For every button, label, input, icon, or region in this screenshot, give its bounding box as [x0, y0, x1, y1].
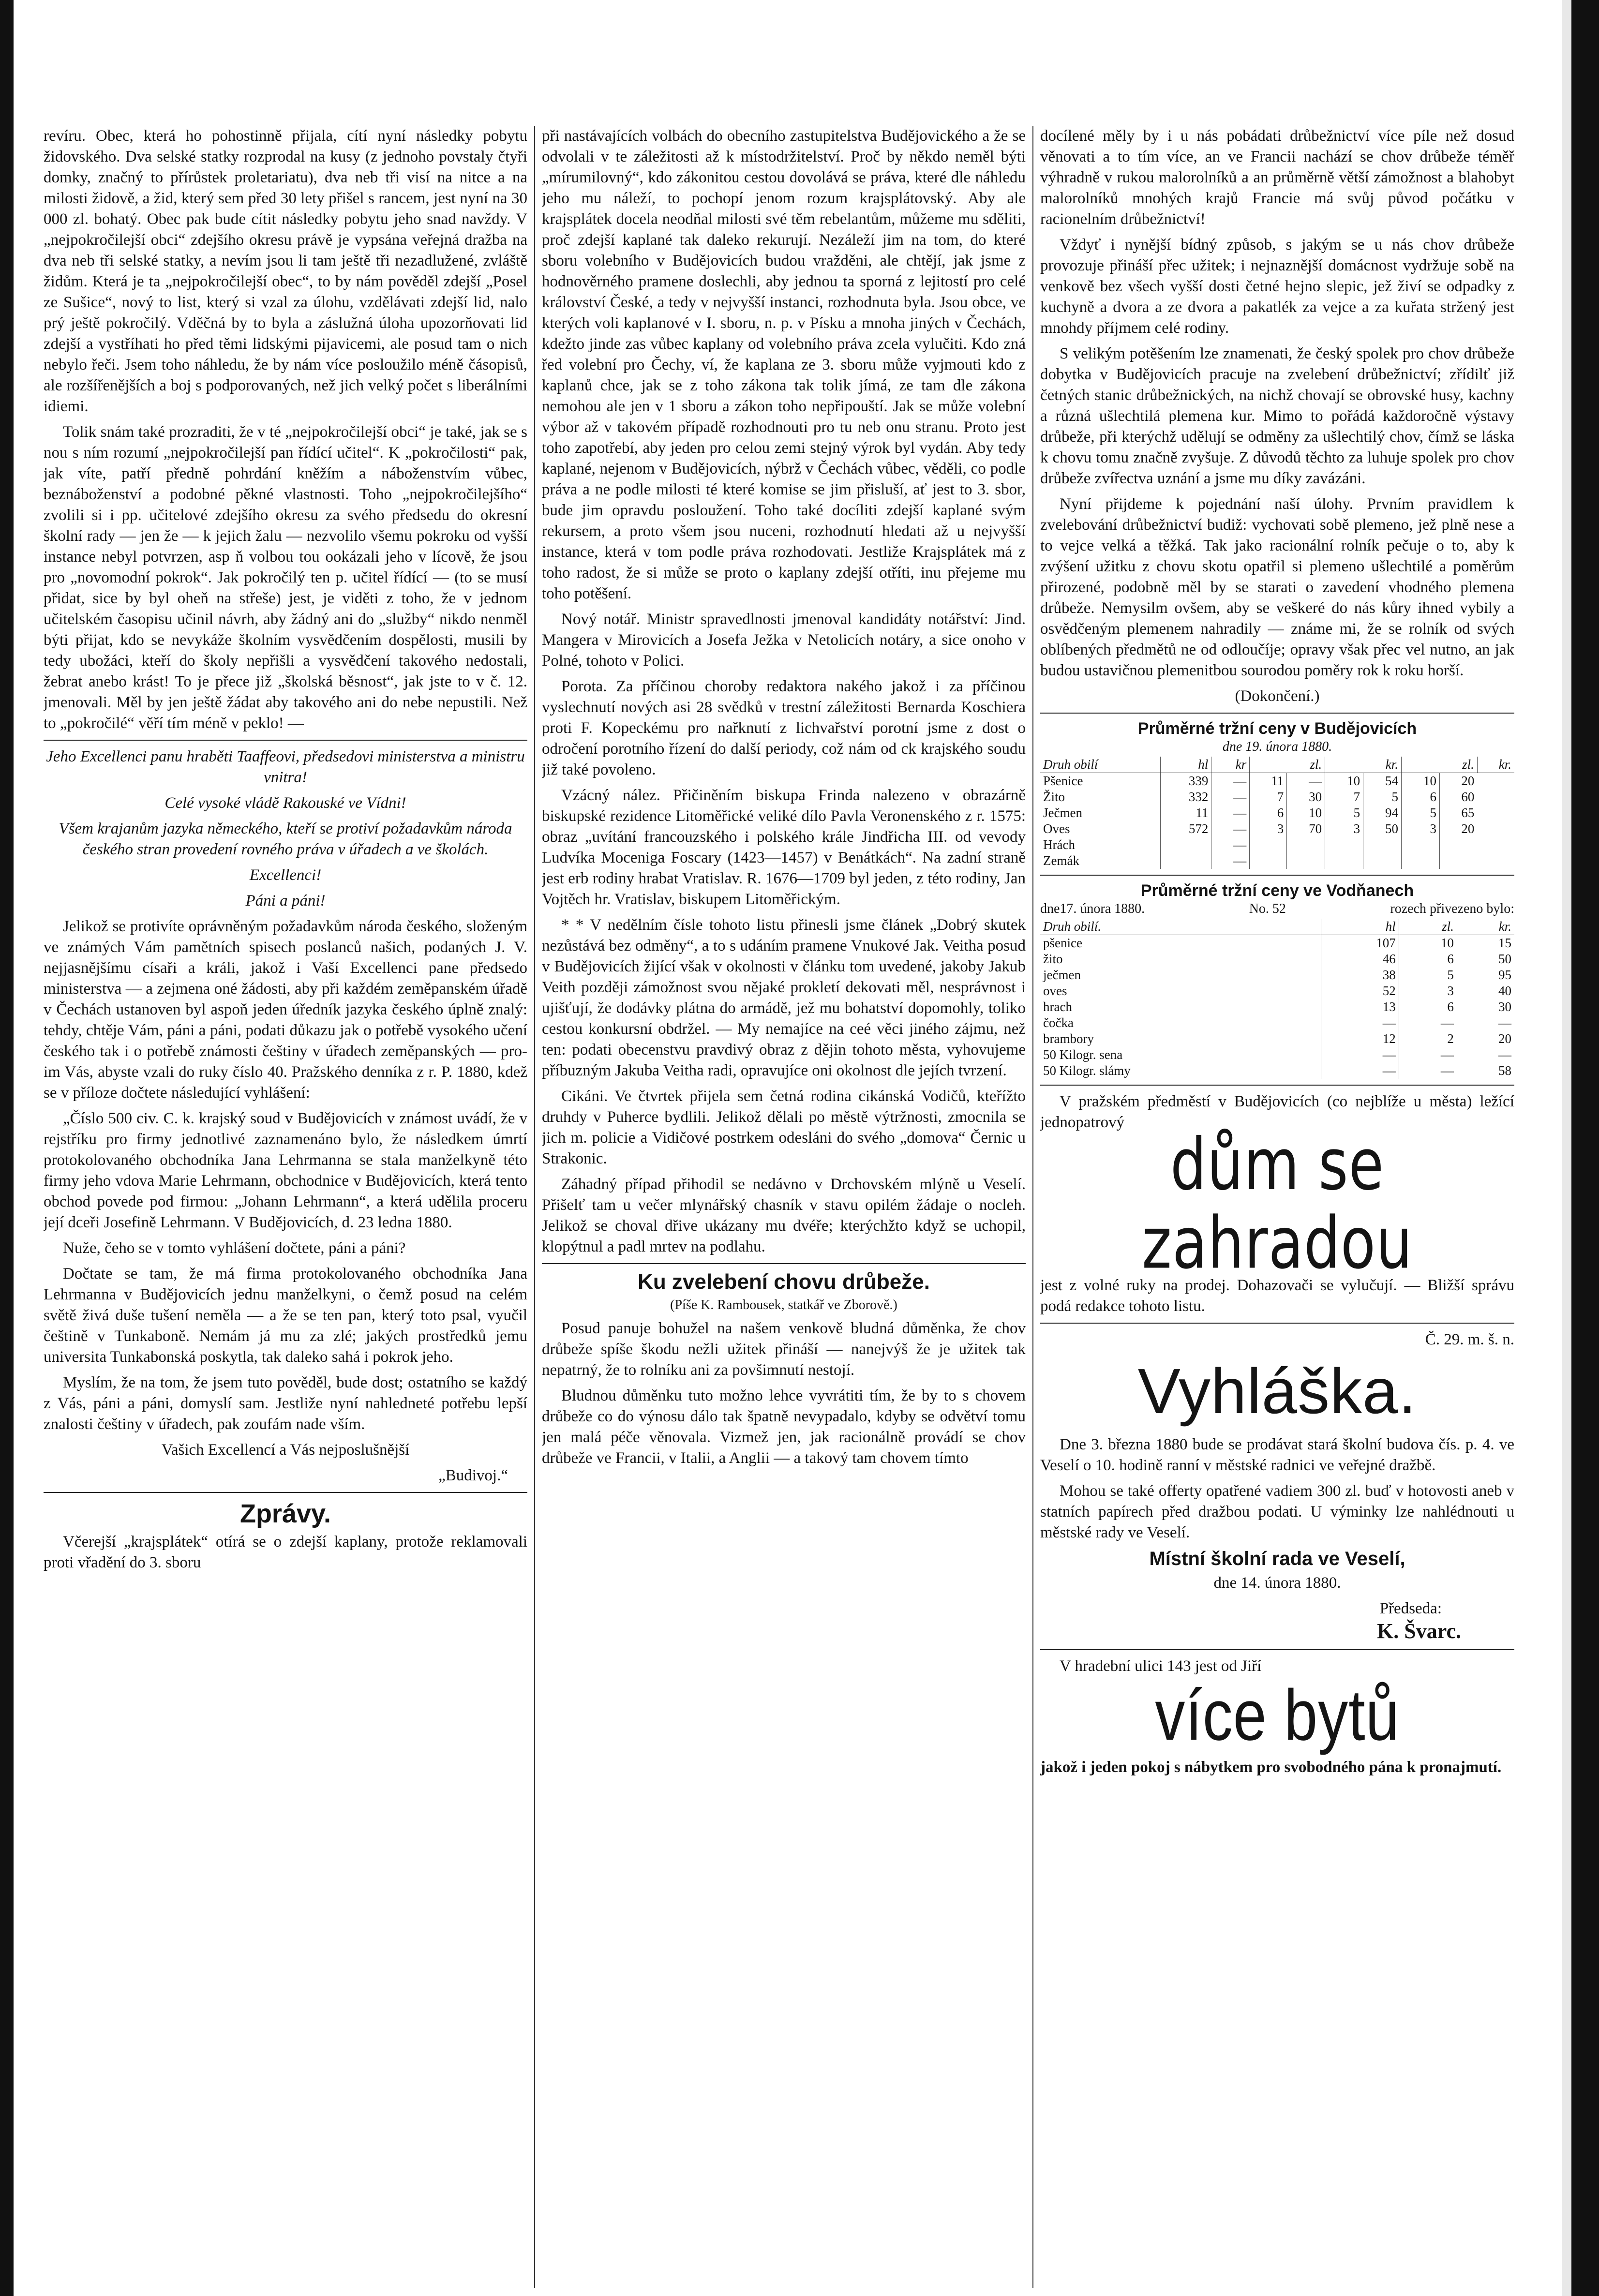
letter-closing: Vašich Excellencí a Vás nejposlušnější [161, 1441, 410, 1459]
price-table-cell: 5 [1402, 805, 1440, 821]
article-paragraph: Bludnou důměnku tuto možno lehce vyvrátiti tím, že by to s chovem drůbeže co do výnosu dálo tak špatně nevypadalo, kdyby se odvětví tomu jen malá péče věnovala. Vizmež jen, jak racionálně provádí se chov drůbeže ve Francii, v Italii, a Anglii — a takový tam chovem tímto [542, 1387, 1026, 1467]
price-table-cell: Zemák [1043, 853, 1079, 868]
price-table-cell: — [1211, 805, 1250, 821]
price-table-row [1040, 1063, 1514, 1079]
price-table-cell: — [1321, 1047, 1399, 1063]
article-paragraph: S velikým potěšením lze znamenati, že český spolek pro chov drůbeže dobytka v Budějovicích pracuje na zvelebení drůbežnictví; zřídilť již četných stanic drůbežnických, na nichž chovají se obrovské husy, kachny a různá ušlechtilá plemena kur. Mimo to pořádá každoročně výstavy drůbeže, při kterýchž udělují se odměny za ušlechtilý chov, čímž se láska k chovu tomu značně zvyšuje. Z důvodů těchto za luhuje spolek pro chov drůbeže zvířectva uznání a jsme mu díky zavázáni. [1040, 345, 1514, 487]
column-rule [1032, 126, 1033, 2288]
price-table-header: kr. [1457, 919, 1514, 935]
scan-border-right-edge [1562, 0, 1571, 2296]
article-byline: (Píše K. Rambousek, statkář ve Zborově.) [670, 1297, 897, 1312]
price-table-cell: 3 [1402, 821, 1440, 837]
price-table-cell: — [1399, 1015, 1457, 1031]
price-table-row [1040, 1015, 1514, 1031]
price-table-row [1040, 935, 1514, 952]
article-paragraph: Dočtate se tam, že má firma protokolovaného obchodníka Jana Lehrmanna v Budějovicích jednu manželkyni, o čemž posud na celém světě živá duše tušení neměla — a že se ten pan, který toto psal, vyučil češtině v Tunkaboně. Nemám já mu za zlé; jakých prostředků jemu universita Tunkabonská poskytla, tak daleko sahá i pokrok jeho. [44, 1265, 527, 1366]
price-table-cell: 5 [1325, 805, 1363, 821]
price-table-cell: 46 [1321, 951, 1399, 967]
scan-border-right [1571, 0, 1599, 2296]
price-table-cell [1160, 837, 1211, 853]
price-table-cell: 50 [1457, 951, 1514, 967]
price-table-cell: 6 [1402, 789, 1440, 805]
price-table-row [1040, 1031, 1514, 1047]
price-table-header: kr [1211, 757, 1250, 773]
price-table-cell [1325, 853, 1363, 869]
section-heading-zpravy: Zprávy. [239, 1499, 331, 1528]
price-table-cell: 15 [1457, 935, 1514, 952]
price-table-cell: 95 [1457, 967, 1514, 983]
article-paragraph: revíru. Obec, která ho pohostinně přijala, cítí nyní následky pobytu židovského. Dva selské statky rozprodal na kusy (z jednoho povstaly čtyři domky, značný to přírůstek proletariatu), dva neb tři visí na nitce a na milosti židově, a žid, který sem před 30 lety přišel s rancem, jest nyní na 30 000 zl. bohatý. Obec pak bude cítit následky pobytu jeho snad navždy. V „nejpokročilejší obci“ zdejšího okresu právě je vypsána veřejná dražba na dva neb tři selské statky, a nevím jsou li tam ještě tři nezadlužené, zvláště židům. Která je ta „nejpokročilejší obec“, to by nám pověděl zdejší „Posel ze Sušice“, nový to list, který si vzal za úlohu, vzdělávati zdejší lid, nalo prý ještě pokročilý. Vděčná by to byla a záslužná úloha upozorňovati lid zdejší a vystříhati ho před těmi lidskými pijavicemi, ale posud tam o nich nebylo řeči. Jsem toho náhledu, že by nám více posloužilo méně čásopisů, ale rozšířenějších a boj s podporovaných, než jich velký počet s liberálními idiemi. [44, 127, 527, 415]
divider [542, 1263, 1026, 1264]
ad-text: Dne 3. března 1880 bude se prodávat stará školní budova čís. p. 4. ve Veselí o 10. hodině ranní v městské radnici ve veřejné dražbě. [1040, 1436, 1514, 1474]
price-table-cell: 6 [1250, 805, 1287, 821]
price-table-header: zl. [1399, 919, 1457, 935]
price-table-cell: — [1287, 773, 1325, 790]
letter-salutation: Excellenci! [249, 866, 322, 884]
news-item: * * V nedělním čísle tohoto listu přinesli jsme článek „Dobrý skutek nezůstává bez odměny“, a to s udáním pramene Vnukové Jak. Veitha posud v Budějovicích žijící však v okolnosti v článku tom uvedené, jakoby Jakub Veith později zámožnost svou nějaké prokletí dekovati měl, nesprávnost i ujišťují, že dodávky plátna do armádě, jež mu bohatství dopomohly, toliko cestou konkursní obdržel. — My nemajíce na ceé věci jiného zájmu, než ten: podati obecenstvu pravdivý obraz z dějin tohoto města, vyhovujeme příbuzným Jakuba Veitha radi, opravujíce oni okolnost dle jejích tvrzení. [542, 916, 1026, 1079]
price-table-cell [1439, 853, 1477, 869]
letter-address: Jeho Excellenci panu hraběti Taaffeovi, předsedovi ministerstva a ministru vnitra! [46, 748, 525, 786]
price-table-cell [1287, 853, 1325, 869]
article-paragraph: Vždyť i nynější bídný způsob, s jakým se u nás chov drůbeže provozuje přináší přec užitek; i nejnaznější domácnost vydržuje sobě na venkově bez všech vyšší dosti četné hejno slepic, jež živí se odpadky z kuchyně a dvora a ze dvora a pakatlék za vejce a za kuřata stržený jest mnohdy příjmem celé rodiny. [1040, 236, 1514, 337]
price-table-cell: 10 [1325, 773, 1363, 790]
divider [1040, 1323, 1514, 1324]
price-table-cell [1287, 837, 1325, 853]
price-table-cell: — [1457, 1015, 1514, 1031]
price-table-row [1040, 837, 1514, 853]
price-table-cell: 5 [1399, 967, 1457, 983]
price-table-cell: 12 [1321, 1031, 1399, 1047]
ad-date: dne 14. února 1880. [1213, 1574, 1341, 1592]
price-table-note: rozech přivezeno bylo: [1390, 901, 1514, 916]
price-table-cell: oves [1043, 984, 1067, 998]
divider [1040, 1649, 1514, 1650]
price-table-cell: 107 [1321, 935, 1399, 952]
news-item: Nový notář. Ministr spravedlnosti jmenoval kandidáty notářství: Jind. Mangera v Mirovicích a Josefa Ježka v Netolicích notáry, a sice onoho v Polné, tohoto v Polici. [542, 611, 1026, 670]
price-table-cell: 50 Kilogr. slámy [1043, 1063, 1131, 1078]
price-table-cell: 30 [1457, 999, 1514, 1015]
price-table-cell: 339 [1160, 773, 1211, 790]
price-table-cell: 10 [1402, 773, 1440, 790]
continued-note: (Dokončení.) [1235, 687, 1320, 705]
news-item: Cikáni. Ve čtvrtek přijela sem četná rodina cikánská Vodičů, kteřížto druhdy v Puherce bydlili. Jelikož dělali po městě výtržnosti, zmocnila se jich m. policie a Vidičové postrkem odesláni do svého „domova“ Černic u Strakonic. [542, 1088, 1026, 1167]
price-table-cell: 2 [1399, 1031, 1457, 1047]
price-table-title: Průměrné tržní ceny ve Vodňanech [1140, 881, 1414, 900]
price-table-cell [1363, 837, 1402, 853]
price-table-cell: 50 Kilogr. sena [1043, 1047, 1123, 1062]
price-table-cell: 11 [1160, 805, 1211, 821]
price-table-date: dne17. února 1880. [1040, 901, 1145, 916]
article-paragraph: Jelikož se protivíte oprávněným požadavkům národa českého, složeným ve známých Vám pamětních spisech poslanců našich, podaných J. V. nejjasnějšímu císaři a králi, jakož i Vaší Excellenci pane předsedo ministerstva — a zejmena oné žádosti, aby při každém zeměpanském úřadě v Čechách ustanoven byl aspoň jeden úředník jazyka českého úplně znalý: tehdy, chtěje Vám, páni a páni, podati důkazu jak o potřebě vysokého učení českého tak i o potřebě známosti češtiny v úřadech zeměpanských — pro-im Vás, abyste vzali do ruky číslo 40. Pražského denníka z r. P. 1880, kdež se v příloze dočtete následující vyhlášení: [44, 918, 527, 1102]
news-item: Porota. Za příčinou choroby redaktora nakého jakož i za příčinou vyslechnutí nových asi 28 svědků v trestní záležitosti Bernarda Koschiera proti F. Kopeckému pro nařknutí z lichvařství porotní jsme z dost o odročení porotního řízení do další periody, což nám od ck krajského soudu již také povoleno. [542, 678, 1026, 778]
price-table-row [1040, 853, 1514, 869]
ad-signature: Místní školní rada ve Veselí, [1149, 1548, 1405, 1569]
letter-address: Celé vysoké vládě Rakouské ve Vídni! [164, 794, 406, 812]
price-table-cell: žito [1043, 952, 1063, 966]
price-table-header: hl [1321, 919, 1399, 935]
column-rule [534, 126, 535, 2288]
price-table-row [1040, 789, 1514, 805]
price-table-cell: — [1211, 773, 1250, 790]
price-table-cell: 60 [1439, 789, 1477, 805]
news-item: Záhadný případ přihodil se nedávno v Drchovském mlýně u Veselí. Přišelť tam u večer mlynářský chasník v stavu opilém žádaje o nocleh. Jelikož se choval dřive ukázany mu dvéře; kterýchžto když se uchopil, klopýtnul a padl mrtev na podlahu. [542, 1176, 1026, 1255]
price-table-row [1040, 983, 1514, 999]
ad-text: jest z volné ruky na prodej. Dohazovači se vylučují. — Bližší správu podá redakce tohoto listu. [1040, 1277, 1514, 1315]
price-table-cell: brambory [1043, 1031, 1094, 1046]
price-table-cell: 7 [1250, 789, 1287, 805]
price-table-row [1040, 773, 1514, 790]
price-table-cell: Pšenice [1043, 774, 1083, 788]
price-table-cell: — [1211, 821, 1250, 837]
divider [44, 1492, 527, 1493]
price-table-cell: 20 [1439, 821, 1477, 837]
price-table-cell: pšenice [1043, 936, 1082, 950]
divider [1040, 1085, 1514, 1086]
price-table-cell: 5 [1363, 789, 1402, 805]
newspaper-page [44, 126, 1514, 2288]
price-table-cell [1402, 837, 1440, 853]
price-table-cell: Oves [1043, 821, 1070, 836]
ad-chair-name: K. Švarc. [1377, 1619, 1461, 1643]
price-table-header: Druh obilí. [1040, 919, 1321, 935]
price-table-meta [1040, 901, 1514, 917]
divider [1040, 875, 1514, 876]
article-paragraph: při nastávajících volbách do obecního zastupitelstva Budějovického a že se odvolali v te záležitosti až k místodržitelství. Proč by někdo neměl býti „mírumilovný“, kdo zákonitou cestou dovolává se práva, které dle náhledu jeho mu náleží, to pochopí jenom rozum krajsplátovský. Aby ale krajsplátek docela neodňal milosti své těm rebelantům, můžeme mu sděliti, proč zdejší kaplané tak daleko rekurují. Nezáleží jim na tom, do které sboru volebního v Budějovicích budou vražděni, ale chtějí, jak jsme z hodnověrného pramene doslechli, aby jednou ta sporná z lejitostí pro celé království České, a tedy v nejvyšší instanci, rozhodnuta byla. Jsou obce, ve kterých voli kaplanové v I. sboru, n. p. v Písku a mnoha jiných v Čechách, kdežto jinde zas vůbec kaplany od volebního práva zcela vylučiti. Kdo zná řed volební pro Čechy, ví, že kaplana ze 3. sboru může vyjmouti kdo z kaplanů chce, jak se z toho zákona tak tolik jímá, ze tam dle zákona nemohou ale jen v 1 sboru a zákon toho nepřipouští. Jak se může volební výbor až v takovém případě rozhodnouti pro tu neb onu stranu. Proto jest toho zapotřebí, aby jeden pro celou zemi stejný výrok byl vydán. Aby tedy kaplané, nejenom v Budějovicích, nýbrž v Čechách vůbec, věděli, co podle práva a ne podle milosti té které komise se jim přisluší, ať jest to 3. sbor, bude jim opravdu posloužení. Toho také docíliti zdejší kaplané svým rekursem, a proto všem jsou nuceni, rozhodnutí hledati až u nejvyšší instance, která v tom podle práva rozhodovati. Jestliže Krajsplátek má z toho radost, že si může se proto o kaplany zdejší otříti, inu přejeme mu toho potěšení. [542, 127, 1026, 602]
price-table-cell: 3 [1325, 821, 1363, 837]
price-table-row [1040, 951, 1514, 967]
price-table-cell [1439, 837, 1477, 853]
price-table-cell: hrach [1043, 999, 1072, 1014]
price-table-cell: 65 [1439, 805, 1477, 821]
price-table-cell: 20 [1439, 773, 1477, 790]
price-table-cell: 13 [1321, 999, 1399, 1015]
price-table-header: Druh obilí [1040, 757, 1160, 773]
article-quote: „Číslo 500 civ. C. k. krajský soud v Budějovicích v známost uvádí, že v rejstříku pro firmy jednotlivé zaznamenáno bylo, že následkem úmrtí protokolovaného obchodníka Jana Lehrmanna se stala manželkyně této firmy jeho vdova Marie Lehrmann, obchodnice v Budějovicích, která tento obchod povede pod firmou: „Johann Lehrmann“, a která udělila proceru její dceři Josefině Lehrmann. V Budějovicích, d. 23 ledna 1880. [44, 1110, 527, 1231]
price-table-cell: — [1211, 789, 1250, 805]
ad-headline-flats: více bytů [1155, 1675, 1400, 1756]
price-table-cell: 50 [1363, 821, 1402, 837]
price-table-header: zl. [1402, 757, 1478, 773]
price-table-cell: — [1321, 1015, 1399, 1031]
price-table-cell: — [1457, 1047, 1514, 1063]
ad-headline-house: dům se zahradou [1142, 1122, 1413, 1285]
price-table-cell: Hrách [1043, 837, 1075, 852]
price-table-cell: 6 [1399, 951, 1457, 967]
price-table-cell [1160, 853, 1211, 869]
column-3 [1040, 126, 1514, 2288]
price-table-cell [1250, 853, 1287, 869]
price-table-cell: 70 [1287, 821, 1325, 837]
article-paragraph: Nuže, čeho se v tomto vyhlášení dočtete, páni a páni? [63, 1239, 406, 1257]
column-2 [542, 126, 1026, 2288]
price-table-cell: 20 [1457, 1031, 1514, 1047]
ad-text: Mohou se také offerty opatřené vadiem 300 zl. buď v hotovosti aneb v statních papírech před dražbou podati. U výminky lze nahlédnouti u městské rady ve Veselí. [1040, 1482, 1514, 1541]
price-table-cell: 11 [1250, 773, 1287, 790]
price-table-row [1040, 805, 1514, 821]
price-table-cell [1250, 837, 1287, 853]
ad-headline-vyhlaska: Vyhláška. [1137, 1356, 1417, 1427]
article-paragraph: Myslím, že na tom, že jsem tuto pověděl, bude dost; ostatního se každý z Vás, páni a páni, domyslí sam. Jestliže nyní nahledneté potřebu lepší znalosti češtiny v úřadech, pak zoufám nade vším. [44, 1374, 527, 1433]
price-table-cell: čočka [1043, 1015, 1074, 1030]
price-table-cell: 3 [1399, 983, 1457, 999]
column-1 [44, 126, 527, 2288]
price-table-cell [1363, 853, 1402, 869]
ad-number: Č. 29. m. š. n. [1425, 1331, 1514, 1348]
price-table-cell: 40 [1457, 983, 1514, 999]
price-table-row [1040, 1047, 1514, 1063]
ad-text: V hradební ulici 143 jest od Jiří [1060, 1657, 1262, 1675]
price-table-cell: 10 [1287, 805, 1325, 821]
price-table-cell [1325, 837, 1363, 853]
price-table-cell: 332 [1160, 789, 1211, 805]
price-table-header: kr. [1477, 757, 1514, 773]
price-table-cell: 572 [1160, 821, 1211, 837]
price-table-cell: 10 [1399, 935, 1457, 952]
price-table-header: hl [1160, 757, 1211, 773]
price-table-date: dne 19. února 1880. [1222, 739, 1332, 754]
price-table-cell: Žito [1043, 790, 1065, 804]
letter-signature: „Budivoj.“ [438, 1467, 508, 1484]
price-table-row [1040, 967, 1514, 983]
price-table-cell: 7 [1325, 789, 1363, 805]
ad-text: jakož i jeden pokoj s nábytkem pro svobodného pána k pronajmutí. [1040, 1759, 1502, 1776]
price-table-cell: Ječmen [1043, 805, 1082, 820]
article-paragraph: Nyní přijdeme k pojednání naší úlohy. Prvním pravidlem k zvelebování drůbežnictví budiž: vychovati sobě plemeno, jež plně nese a to vejce velká a těžká. Tak jako racionální rolník pečuje o to, aby k zvýšení užitku z chovu skotu opatřil si plemeno ušlechtilé a poměrům přirozené, podobně měl by se starati o zavedení vhodného plemena drůbeže. Nemysilm ovšem, aby se veškeré do nás kůry ihned vybily a osvědčeným plemenem nahradily — známe mi, že se rolník od svých oblíbených předmětů ne od odloučíje; opravy však přec vel nutno, an jak budou ustavičnou plemenitbou sourodou poměry rok k roku horší. [1040, 495, 1514, 679]
price-table-row [1040, 821, 1514, 837]
price-table-header: kr. [1325, 757, 1402, 773]
ad-text: V pražském předměstí v Budějovicích (co nejblíže u města) ležící jednopatrový [1040, 1093, 1514, 1131]
price-table-cell: 94 [1363, 805, 1402, 821]
price-table-cell: 3 [1250, 821, 1287, 837]
price-table-cell: — [1399, 1063, 1457, 1079]
price-table-title: Průměrné tržní ceny v Budějovicích [1137, 719, 1417, 738]
article-paragraph: docílené měly by i u nás pobádati drůbežnictví více píle než dosud věnovati a to tím více, an ve Francii nachází se chov drůbeže téměř výhradně v rukou malorolníků a an průměrně větší zámožnost a blahobyt malorolníků mnohých krajů Francie má svůj původ počátku v racionelním drůbežnictví! [1040, 127, 1514, 228]
price-table-budejovice [1040, 757, 1514, 869]
price-table-cell [1402, 853, 1440, 869]
price-table-cell: — [1321, 1063, 1399, 1079]
price-table-cell: 6 [1399, 999, 1457, 1015]
price-table-vodnany [1040, 919, 1514, 1079]
article-paragraph: Tolik snám také prozraditi, že v té „nejpokročilejší obci“ je také, jak se s nou s ním rozumí „nejpokročilejší pan řídící učitel“. K „pokročilosti“ pak, jak víte, patří předně pohrdání kněžím a náboženstvím vůbec, beznáboženství a podobné pěkné vlastnosti. Toho „nejpokročilejšího“ zvolili si i pp. učitelové zdejšího okresu za svého předsedu do okresní školní rady — jen že — k jejich žalu — nezvolilo všemu pokroku od vyšší instance nebyl potvrzen, asp ň volbou tou ookázali jeho v lícově, že jsou pro „novomodní pokrok“. Jak pokročilý ten p. učitel řídící — (to se musí přidat, sice by byl oheň na střeše) jest, je viděti z toho, že v jednom učitelském časopisu učinil návrh, aby žádný ani do „služby“ nikdo nenměl býti přijat, kdo se nevykáže školním vysvědčením dospělosti, musili by tedy ubožáci, kteří do školy nepřišli a vysvědčení takového nedostali, žebrat anebo krást! To je přece již „školská běsnost“, jak jste to v č. 12. jmenovali. Měl by jen ještě žádat aby takového ani do nebe nepustili. Než to „pokročilé“ věří tím méně v peklo! — [44, 423, 527, 732]
price-table-cell: — [1399, 1047, 1457, 1063]
price-table-cell: 38 [1321, 967, 1399, 983]
price-table-cell: — [1211, 853, 1250, 869]
price-table-header: zl. [1250, 757, 1325, 773]
price-table-cell: ječmen [1043, 968, 1081, 982]
price-table-cell: 52 [1321, 983, 1399, 999]
divider [44, 740, 527, 741]
article-paragraph: Posud panuje bohužel na našem venkově bludná důměnka, že chov drůbeže spíše škodu nežli užitek přináší — nanejvýš že je užitek tak nepatrný, že to rolníku ani za povšimnutí nestojí. [542, 1320, 1026, 1379]
news-item: Vzácný nález. Přičiněním biskupa Frinda nalezeno v obrazárně biskupské rezidence Litoměřické veliké dílo Pavla Veronenského z r. 1575: obraz „uvítání francouzského i polského krále Jindřicha III. od vevody Ludvíka Moceniga Foscary (1423—1457) v Benátkách“. Na zadní straně jest erb rodiny hrabat Vratislav. R. 1676—1709 byl jeden, z této rodiny, Jan Vojtěch hr. Vratislav, biskupem Litoměřickým. [542, 787, 1026, 908]
price-table-cell: 30 [1287, 789, 1325, 805]
price-table-row [1040, 999, 1514, 1015]
article-heading: Ku zvelebení chovu drůbeže. [638, 1270, 930, 1294]
article-paragraph: Včerejší „krajsplátek“ otírá se o zdejší kaplany, protože reklamovali proti vřadění do 3. sboru [44, 1533, 527, 1571]
price-table-cell: 58 [1457, 1063, 1514, 1079]
price-table-number: No. 52 [1249, 901, 1286, 916]
letter-salutation: Páni a páni! [245, 892, 326, 909]
scan-border-left [0, 0, 14, 2296]
letter-address: Všem krajanům jazyka německého, kteří se protiví požadavkům národa českého stran provedení rovného práva v úřadech a ve školách. [59, 820, 512, 858]
divider [1040, 713, 1514, 714]
ad-chair-label: Předseda: [1379, 1600, 1442, 1617]
price-table-cell: — [1211, 837, 1250, 853]
price-table-cell: 54 [1363, 773, 1402, 790]
